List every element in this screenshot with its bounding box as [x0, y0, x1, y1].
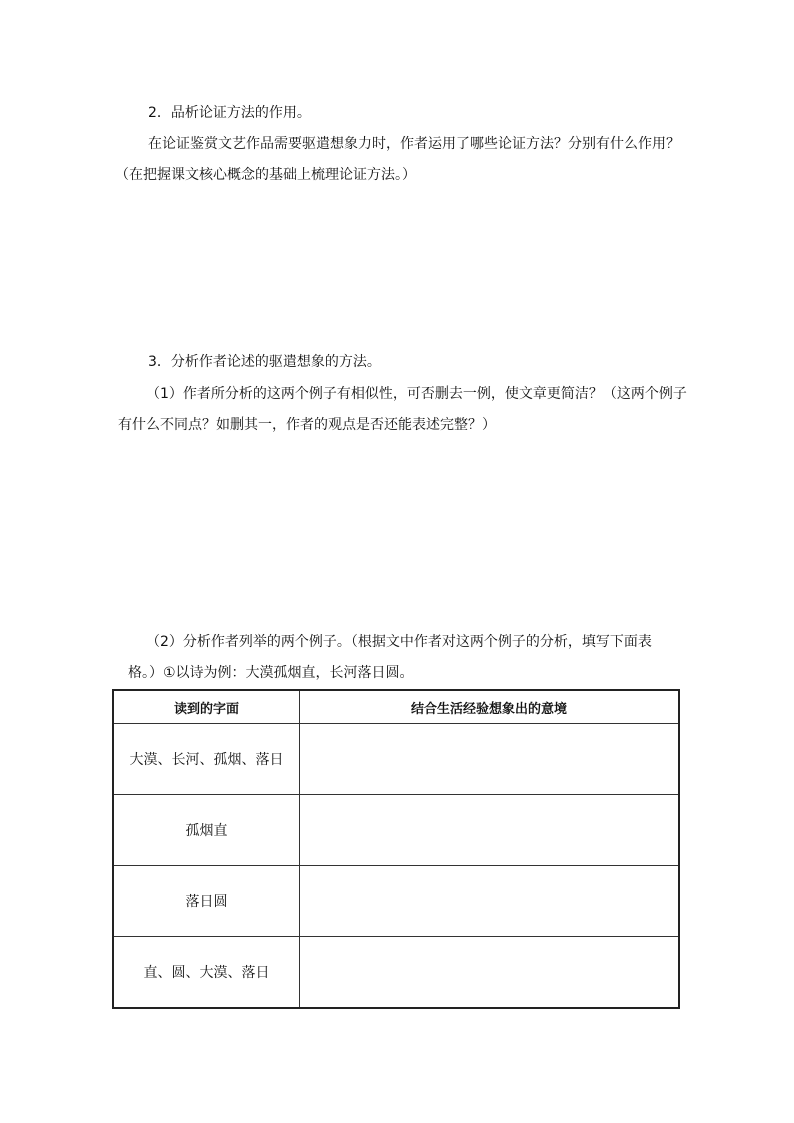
question-2-line-2: 格。）①以诗为例：大漠孤烟直，长河落日圆。: [128, 665, 414, 681]
table-cell-answer[interactable]: [300, 724, 680, 795]
section-2-heading: 2．品析论证方法的作用。: [148, 105, 311, 121]
table-cell-literal: 孤烟直: [113, 795, 300, 866]
table-row: [113, 937, 679, 1009]
table-row: [113, 724, 679, 795]
table-cell-literal: 大漠、长河、孤烟、落日: [113, 724, 300, 795]
table-row: [113, 866, 679, 937]
section-2-question-line-1: 在论证鉴赏文艺作品需要驱遣想象力时，作者运用了哪些论证方法？分别有什么作用？: [148, 136, 680, 152]
question-1-line-2: 有什么不同点？如删其一，作者的观点是否还能表述完整？）: [118, 417, 496, 433]
table-row: [113, 795, 679, 866]
header-literal-text: 读到的字面: [113, 690, 300, 724]
table-cell-answer[interactable]: [300, 866, 680, 937]
table-cell-answer[interactable]: [300, 795, 680, 866]
table-cell-literal: 落日圆: [113, 866, 300, 937]
section-2-question-line-2: （在把握课文核心概念的基础上梳理论证方法。）: [115, 167, 416, 183]
section-3-heading: 3．分析作者论述的驱遣想象的方法。: [148, 354, 381, 370]
question-1-line-1: （1）作者所分析的这两个例子有相似性，可否删去一例，使文章更简洁？（这两个例子: [146, 386, 687, 402]
imagery-table: [112, 689, 680, 1009]
table-cell-answer[interactable]: [300, 937, 680, 1009]
header-imagined-scene: 结合生活经验想象出的意境: [300, 690, 680, 724]
table-header-row: [113, 690, 679, 724]
table-cell-literal: 直、圆、大漠、落日: [113, 937, 300, 1009]
question-2-line-1: （2）分析作者列举的两个例子。（根据文中作者对这两个例子的分析，填写下面表: [146, 634, 652, 650]
